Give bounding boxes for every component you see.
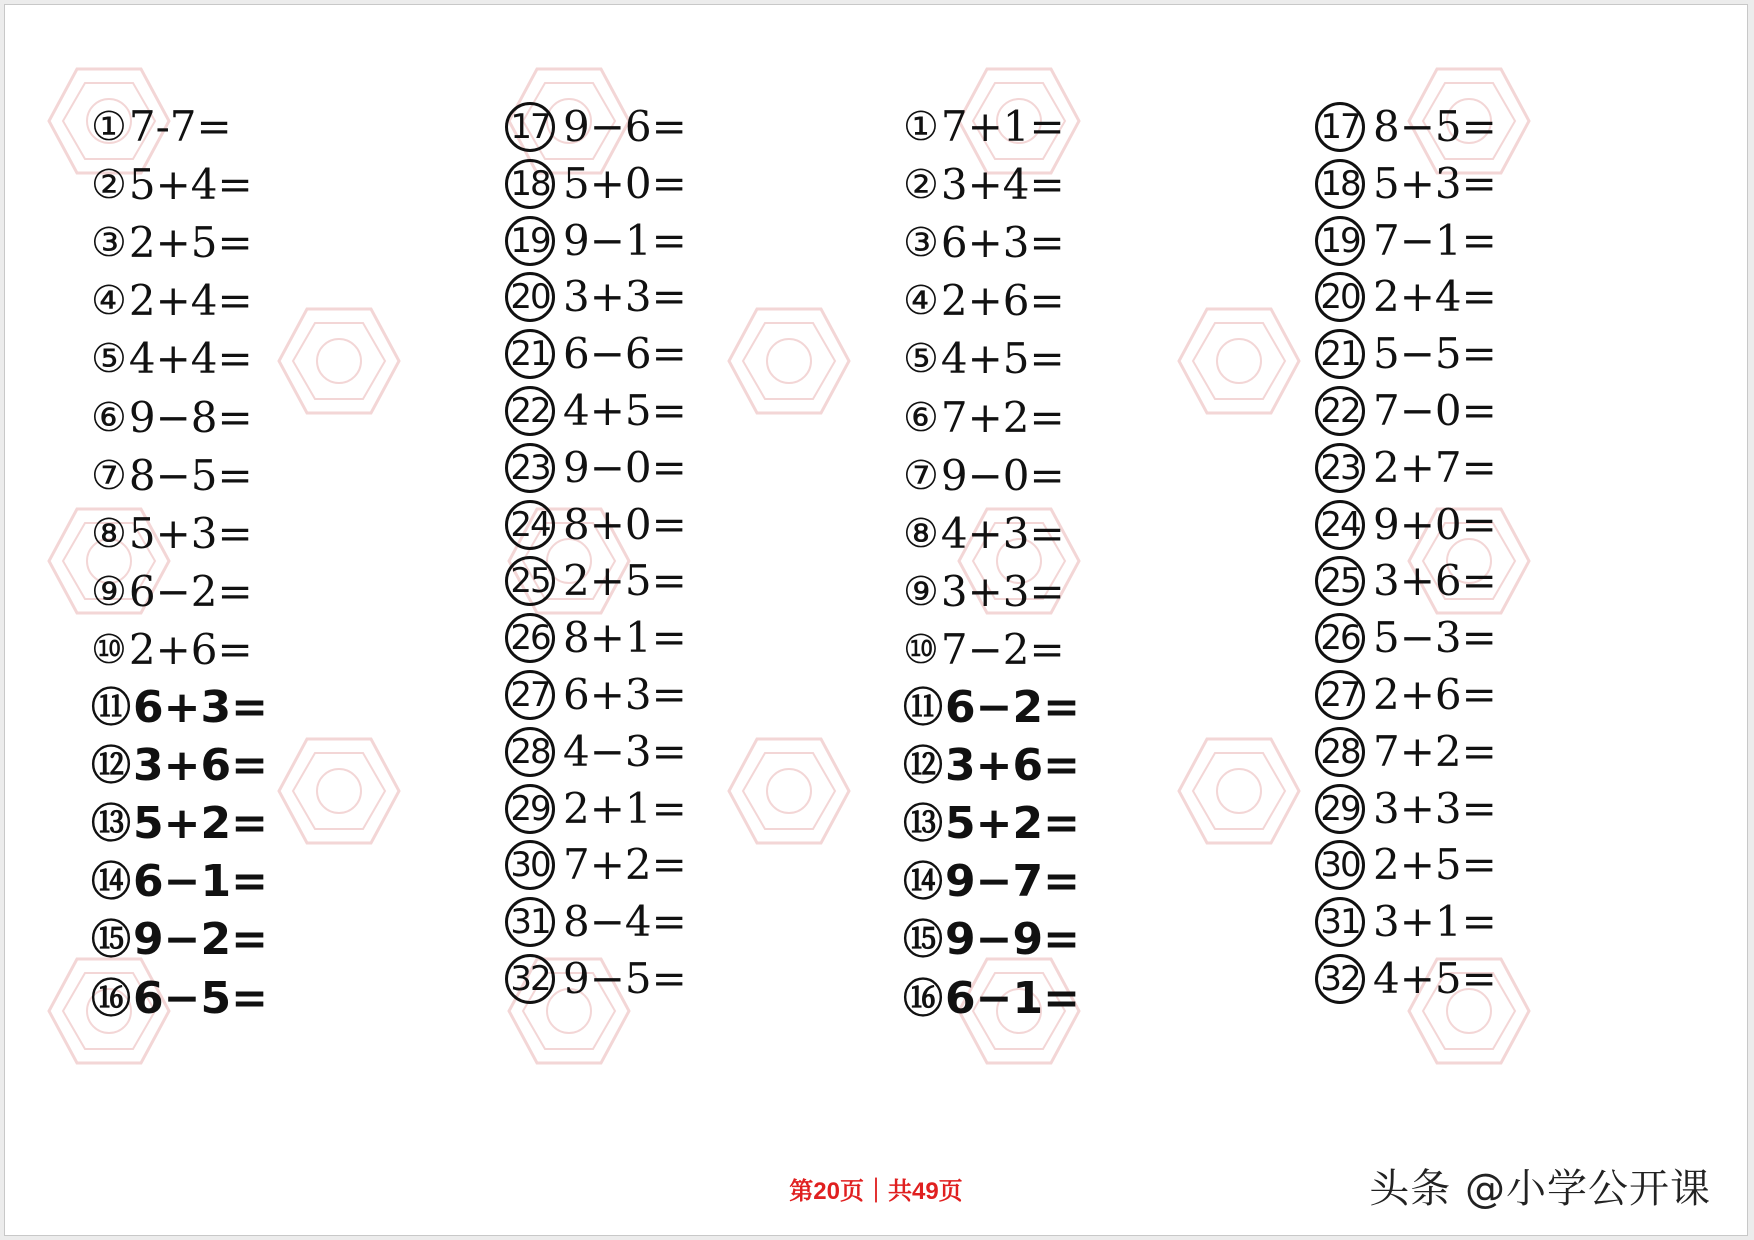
problem-item [505,495,687,555]
problem-item [1315,438,1497,498]
problem-equation: 4+5= [1373,954,1497,1003]
problem-number: ⑮ [903,917,943,964]
problem-item [1315,267,1497,327]
problem-number: 31 [1315,897,1365,947]
problem-number: ⑯ [91,975,131,1022]
problem-item [1315,381,1497,441]
problem-equation: 8−5= [1373,102,1497,151]
problem-item [1315,665,1497,725]
problem-number: 28 [505,727,555,777]
problem-number: 25 [1315,556,1365,606]
problem-equation: 9−0= [563,442,687,492]
worksheet-page [4,4,1748,1236]
problem-number: ⑥ [903,394,939,441]
problem-number: ④ [903,278,939,325]
problem-number: ③ [903,220,939,267]
problem-equation: 5−5= [1373,329,1497,379]
problem-equation: 7−1= [1373,215,1497,265]
problem-equation: 5+3= [1373,158,1497,208]
problem-item [505,835,687,895]
problem-number: 24 [1315,500,1365,550]
problem-equation: 4+3= [940,508,1065,558]
problem-number: ⑬ [903,801,943,848]
problem-item [505,97,687,157]
problem-item [91,969,268,1029]
problem-number: 20 [1315,272,1365,322]
problem-equation: 3+6= [1373,556,1497,606]
source-brand-label: 头条 @小学公开课 [1369,1166,1711,1212]
problem-equation: 7+1= [940,102,1065,151]
problem-item [903,620,1065,680]
problem-number: 22 [505,386,555,436]
problem-equation: 7+2= [1373,726,1497,776]
problem-equation: 7-7= [128,102,232,151]
problem-item [1315,211,1497,271]
problem-number: ⑫ [91,743,131,790]
problem-number: ⑬ [91,801,131,848]
problem-item [91,620,253,680]
problem-equation: 4+5= [940,334,1065,384]
problem-equation: 3+4= [940,160,1065,210]
problem-item [1315,495,1497,555]
problem-item [903,969,1080,1029]
problem-item [1315,97,1497,157]
problem-item [903,271,1065,331]
problem-number: ⑤ [903,336,939,383]
problem-equation: 4+5= [563,386,687,435]
page-indicator: 第20页｜共49页 [789,1178,963,1205]
problem-number: 24 [505,500,555,550]
problem-equation: 8+1= [563,613,687,663]
problem-equation: 2+5= [128,218,253,268]
problem-equation: 5+2= [945,798,1080,850]
problem-item [903,155,1065,215]
problem-item [91,736,268,796]
problem-item [1315,551,1497,611]
problem-number: ⑧ [903,510,939,557]
problem-item [91,446,253,506]
problem-item [91,910,268,970]
hexagon-watermark-icon [725,735,853,847]
problem-equation: 2+6= [128,624,253,674]
problem-item [903,329,1065,389]
problem-equation: 8+0= [563,499,687,549]
problem-equation: 2+4= [128,276,253,326]
problem-equation: 9−9= [945,914,1080,966]
problem-number: ⑮ [91,917,131,964]
problem-number: 22 [1315,386,1365,436]
problem-equation: 6−5= [133,972,268,1024]
problem-number: ⑫ [903,743,943,790]
problem-number: ⑭ [91,859,131,906]
problem-number: ⑪ [903,685,943,731]
problem-number: 30 [505,840,555,890]
problem-item [91,213,253,273]
problem-equation: 9−0= [940,450,1065,500]
problem-number: 29 [1315,784,1365,834]
problem-equation: 6+3= [563,670,687,719]
problem-item [91,678,268,738]
problem-item [1315,324,1497,384]
problem-number: 26 [1315,613,1365,663]
problem-number: 23 [1315,443,1365,493]
problem-item [91,329,253,389]
problem-number: 23 [505,443,555,493]
problem-equation: 3+1= [1373,897,1497,947]
problem-item [903,678,1080,738]
problem-item [91,794,268,854]
problem-number: ⑤ [91,336,127,383]
problem-equation: 9−7= [945,856,1080,908]
problem-equation: 5+2= [133,798,268,850]
problem-number: 28 [1315,727,1365,777]
problem-item [505,211,687,271]
problem-number: 19 [505,216,555,266]
problem-item [903,852,1080,912]
problem-number: ⑥ [91,394,127,441]
problem-number: 32 [1315,954,1365,1004]
problem-number: 27 [505,670,555,720]
problem-equation: 2+6= [1373,670,1497,719]
problem-number: ④ [91,278,127,325]
problem-item [505,608,687,668]
problem-item [903,213,1065,273]
problem-equation: 3+3= [940,566,1065,616]
hexagon-watermark-icon [1175,735,1303,847]
problem-number: ⑧ [91,510,127,557]
problem-equation: 2+4= [1373,272,1497,322]
problem-equation: 6+3= [133,682,268,733]
problem-item [505,722,687,782]
problem-item [1315,608,1497,668]
problem-item [91,271,253,331]
problem-item [903,504,1065,564]
problem-item [1315,779,1497,839]
problem-item [505,438,687,498]
problem-item [505,324,687,384]
problem-equation: 5+4= [128,160,253,210]
problem-equation: 6−2= [945,682,1080,733]
problem-number: 17 [505,102,555,152]
problem-number: ⑦ [903,452,939,499]
problem-number: ⑭ [903,859,943,906]
problem-number: ⑦ [91,452,127,499]
problem-number: 27 [1315,670,1365,720]
problem-item [903,97,1065,157]
problem-equation: 6−1= [133,856,268,908]
problem-item [91,155,253,215]
problem-item [903,736,1080,796]
problem-equation: 7−0= [1373,386,1497,435]
problem-equation: 6−6= [563,329,687,379]
problem-item [505,949,687,1009]
problem-equation: 4+4= [128,334,253,384]
problem-equation: 3+3= [563,272,687,322]
problem-number: 18 [1315,159,1365,209]
problem-equation: 2+5= [1373,840,1497,890]
problem-number: 31 [505,897,555,947]
problem-equation: 6+3= [940,218,1065,268]
hexagon-watermark-icon [1175,305,1303,417]
problem-item [1315,154,1497,214]
problem-equation: 2+6= [940,276,1065,326]
problem-number: ⑩ [903,626,939,673]
problem-number: 21 [505,329,555,379]
problem-equation: 7+2= [940,392,1065,442]
problem-item [91,852,268,912]
problem-equation: 5−3= [1373,613,1497,663]
problem-number: 30 [1315,840,1365,890]
problem-number: ⑨ [903,568,939,615]
problem-equation: 2+1= [563,783,687,833]
problem-number: 25 [505,556,555,606]
problem-item [505,665,687,725]
problem-item [1315,835,1497,895]
problem-number: 26 [505,613,555,663]
problem-number: ③ [91,220,127,267]
problem-equation: 4−3= [563,726,687,776]
hexagon-watermark-icon [275,305,403,417]
problem-equation: 3+6= [133,740,268,792]
problem-number: ⑯ [903,975,943,1022]
problem-number: ① [903,104,939,150]
problem-item [91,388,253,448]
problem-equation: 8−5= [128,450,253,500]
problem-item [903,446,1065,506]
problem-item [505,381,687,441]
problem-item [505,551,687,611]
problem-item [1315,949,1497,1009]
problem-equation: 5+3= [128,508,253,558]
problem-item [505,267,687,327]
problem-number: 17 [1315,102,1365,152]
problem-equation: 8−4= [563,897,687,947]
problem-number: 32 [505,954,555,1004]
problem-equation: 9+0= [1373,499,1497,549]
problem-item [505,779,687,839]
problem-item [903,562,1065,622]
problem-item [1315,722,1497,782]
problem-item [903,910,1080,970]
problem-equation: 6−1= [945,972,1080,1024]
problem-number: 21 [1315,329,1365,379]
problem-item [903,794,1080,854]
problem-number: ⑨ [91,568,127,615]
problem-equation: 6−2= [128,566,253,616]
problem-number: ⑪ [91,685,131,731]
problem-equation: 2+7= [1373,442,1497,492]
problem-number: 29 [505,784,555,834]
problem-item [91,504,253,564]
problem-equation: 5+0= [563,158,687,208]
problem-item [505,154,687,214]
problem-equation: 9−5= [563,954,687,1003]
problem-equation: 3+3= [1373,783,1497,833]
problem-equation: 7−2= [940,624,1065,674]
problem-number: ① [91,104,127,150]
hexagon-watermark-icon [725,305,853,417]
problem-equation: 3+6= [945,740,1080,792]
problem-number: ② [903,162,939,209]
problem-number: ⑩ [91,626,127,673]
problem-number: ② [91,162,127,209]
problem-equation: 9−8= [128,392,253,442]
problem-number: 19 [1315,216,1365,266]
problem-number: 20 [505,272,555,322]
problem-equation: 9−2= [133,914,268,966]
problem-number: 18 [505,159,555,209]
hexagon-watermark-icon [275,735,403,847]
problem-item [1315,892,1497,952]
problem-equation: 7+2= [563,840,687,890]
problem-item [903,388,1065,448]
problem-item [91,97,232,157]
problem-equation: 9−1= [563,215,687,265]
problem-item [505,892,687,952]
problem-equation: 9−6= [563,102,687,151]
problem-item [91,562,253,622]
problem-equation: 2+5= [563,556,687,606]
